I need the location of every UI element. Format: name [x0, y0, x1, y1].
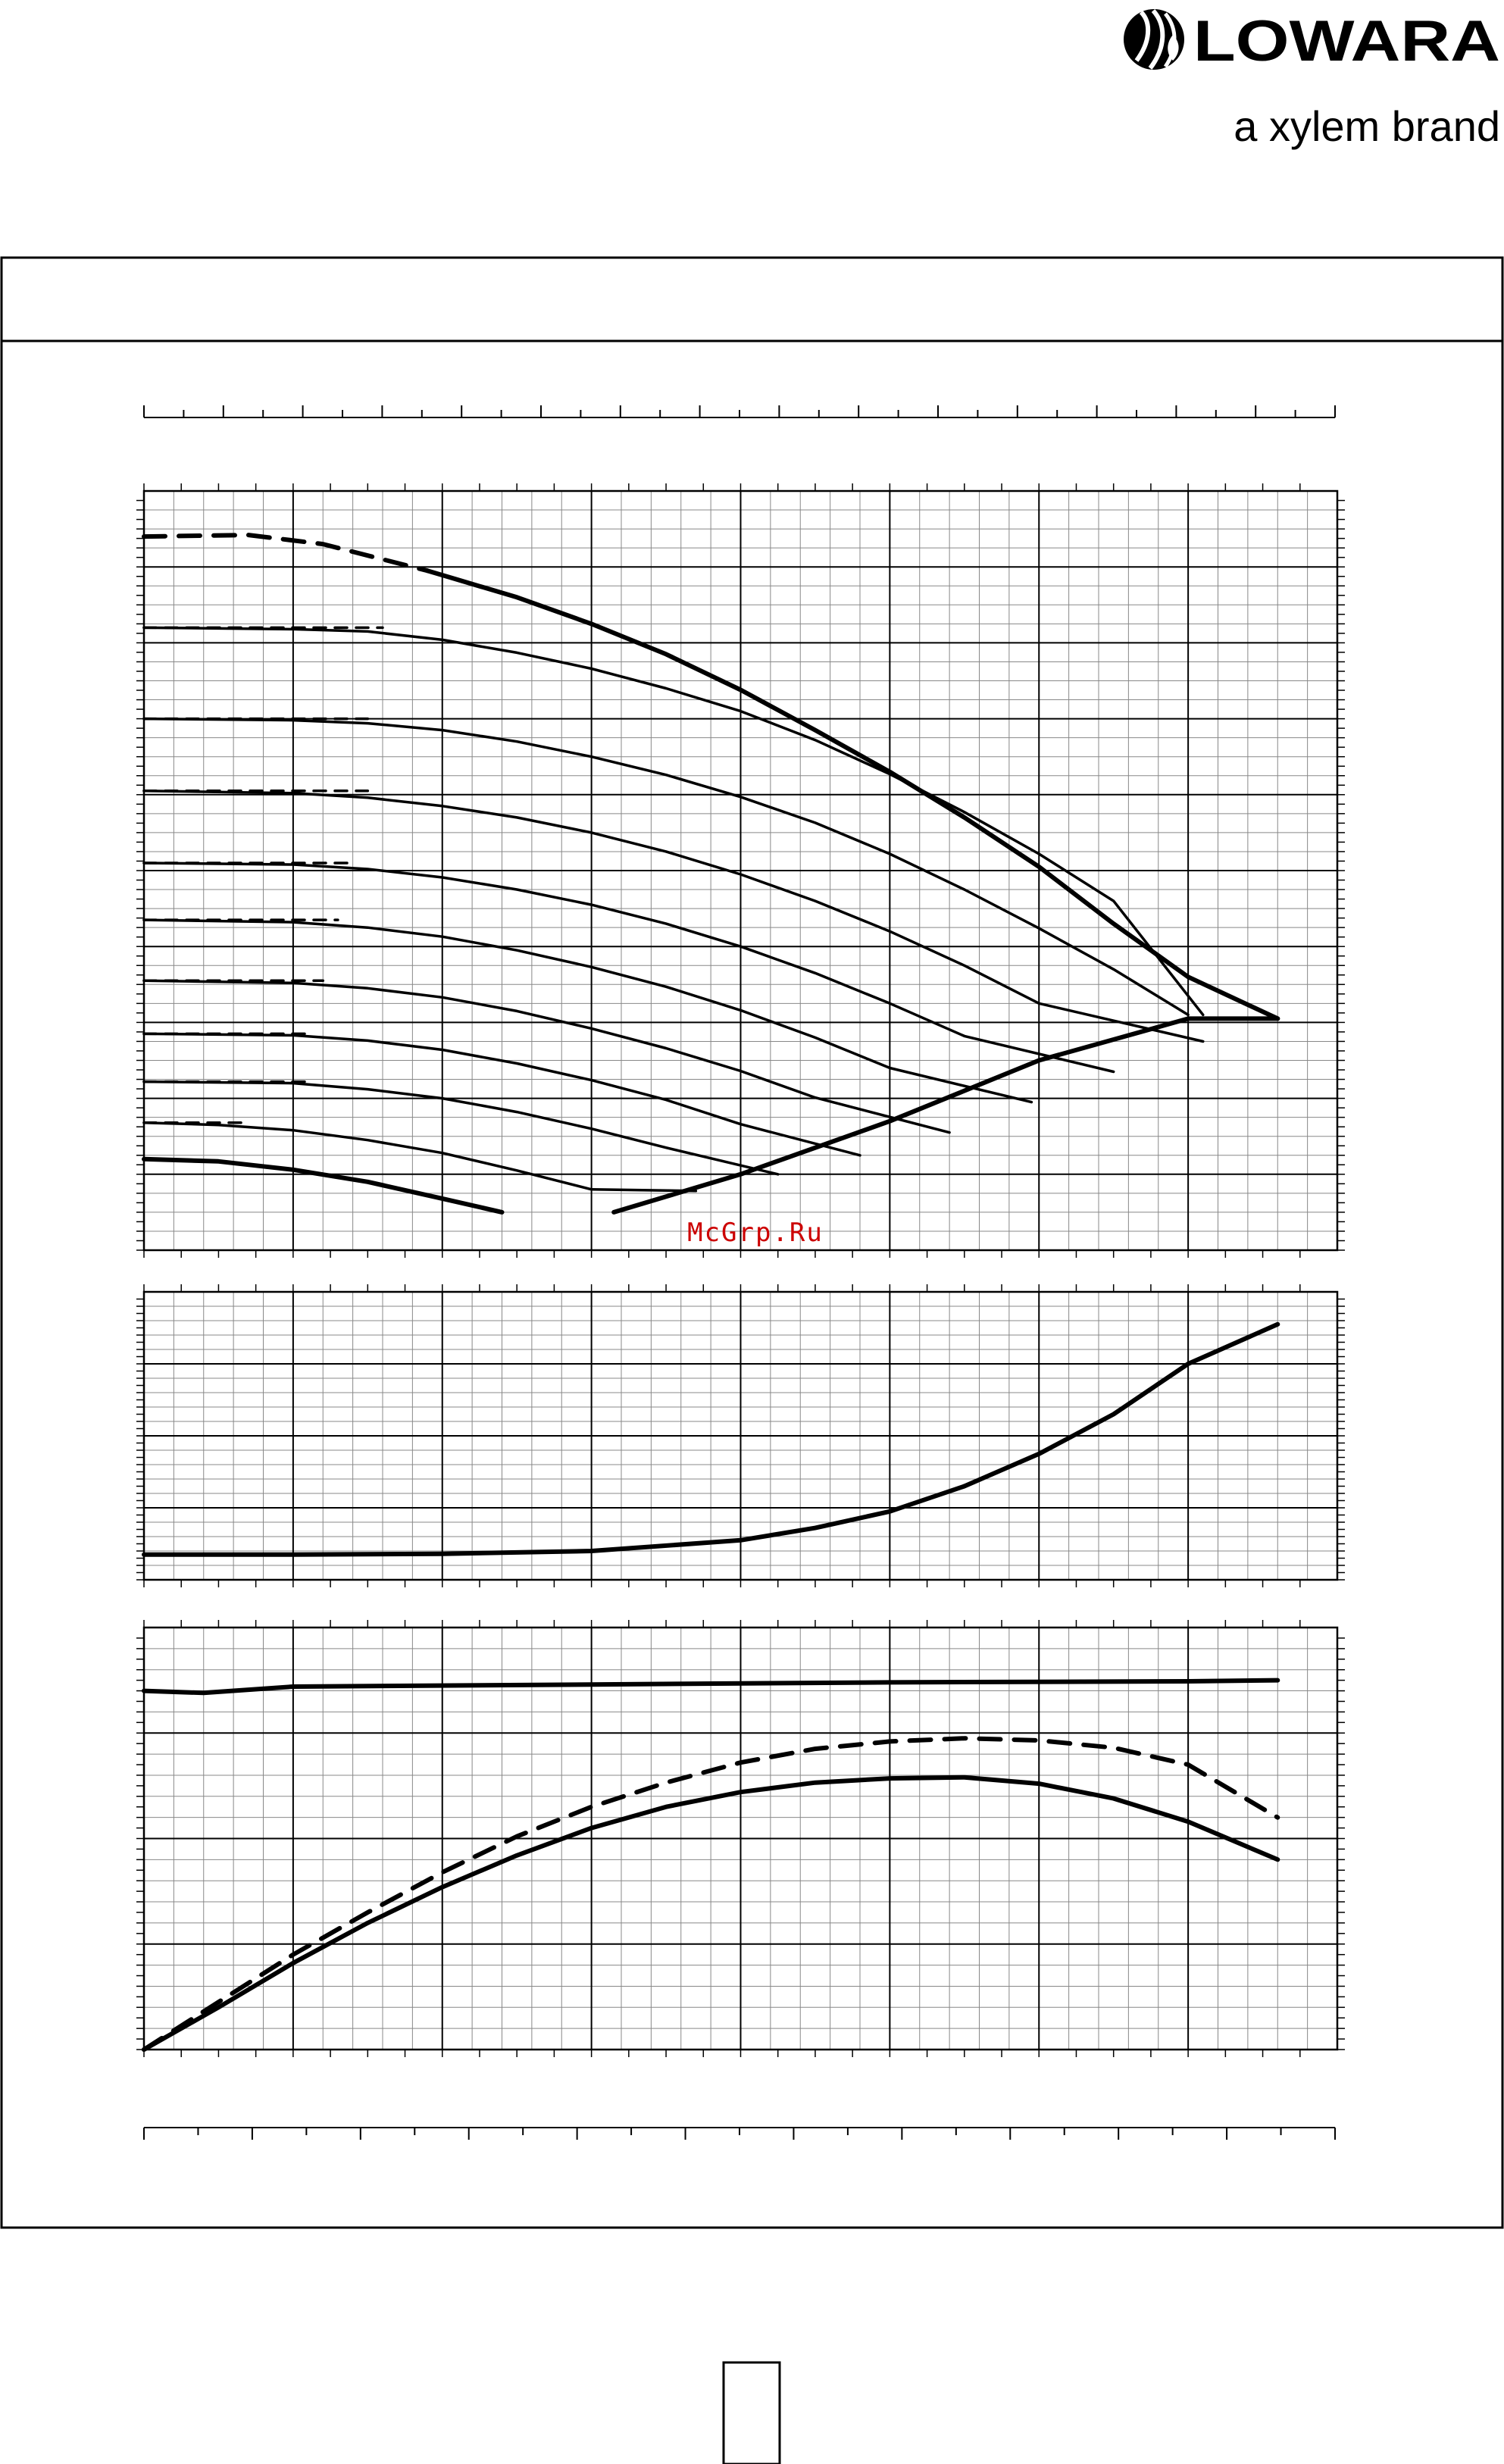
- series-line-22: [144, 535, 427, 571]
- series-line-7: [144, 791, 1203, 1042]
- watermark-text: McGrp.Ru: [687, 1218, 824, 1248]
- series-line-9: [144, 627, 1203, 1015]
- series-line-2: [144, 1082, 778, 1174]
- head-curve-panel: [136, 483, 1345, 1258]
- series-line-8: [144, 719, 1188, 1015]
- top-secondary-scale: [144, 405, 1335, 417]
- power-efficiency-panel: [136, 1620, 1345, 2057]
- brand-tagline: a xylem brand: [1234, 102, 1500, 150]
- bottom-secondary-scale: [144, 2128, 1335, 2140]
- npsh-curve-panel: [136, 1284, 1345, 1587]
- brand-name: LOWARA: [1193, 9, 1500, 73]
- page-number-box: [724, 2362, 780, 2464]
